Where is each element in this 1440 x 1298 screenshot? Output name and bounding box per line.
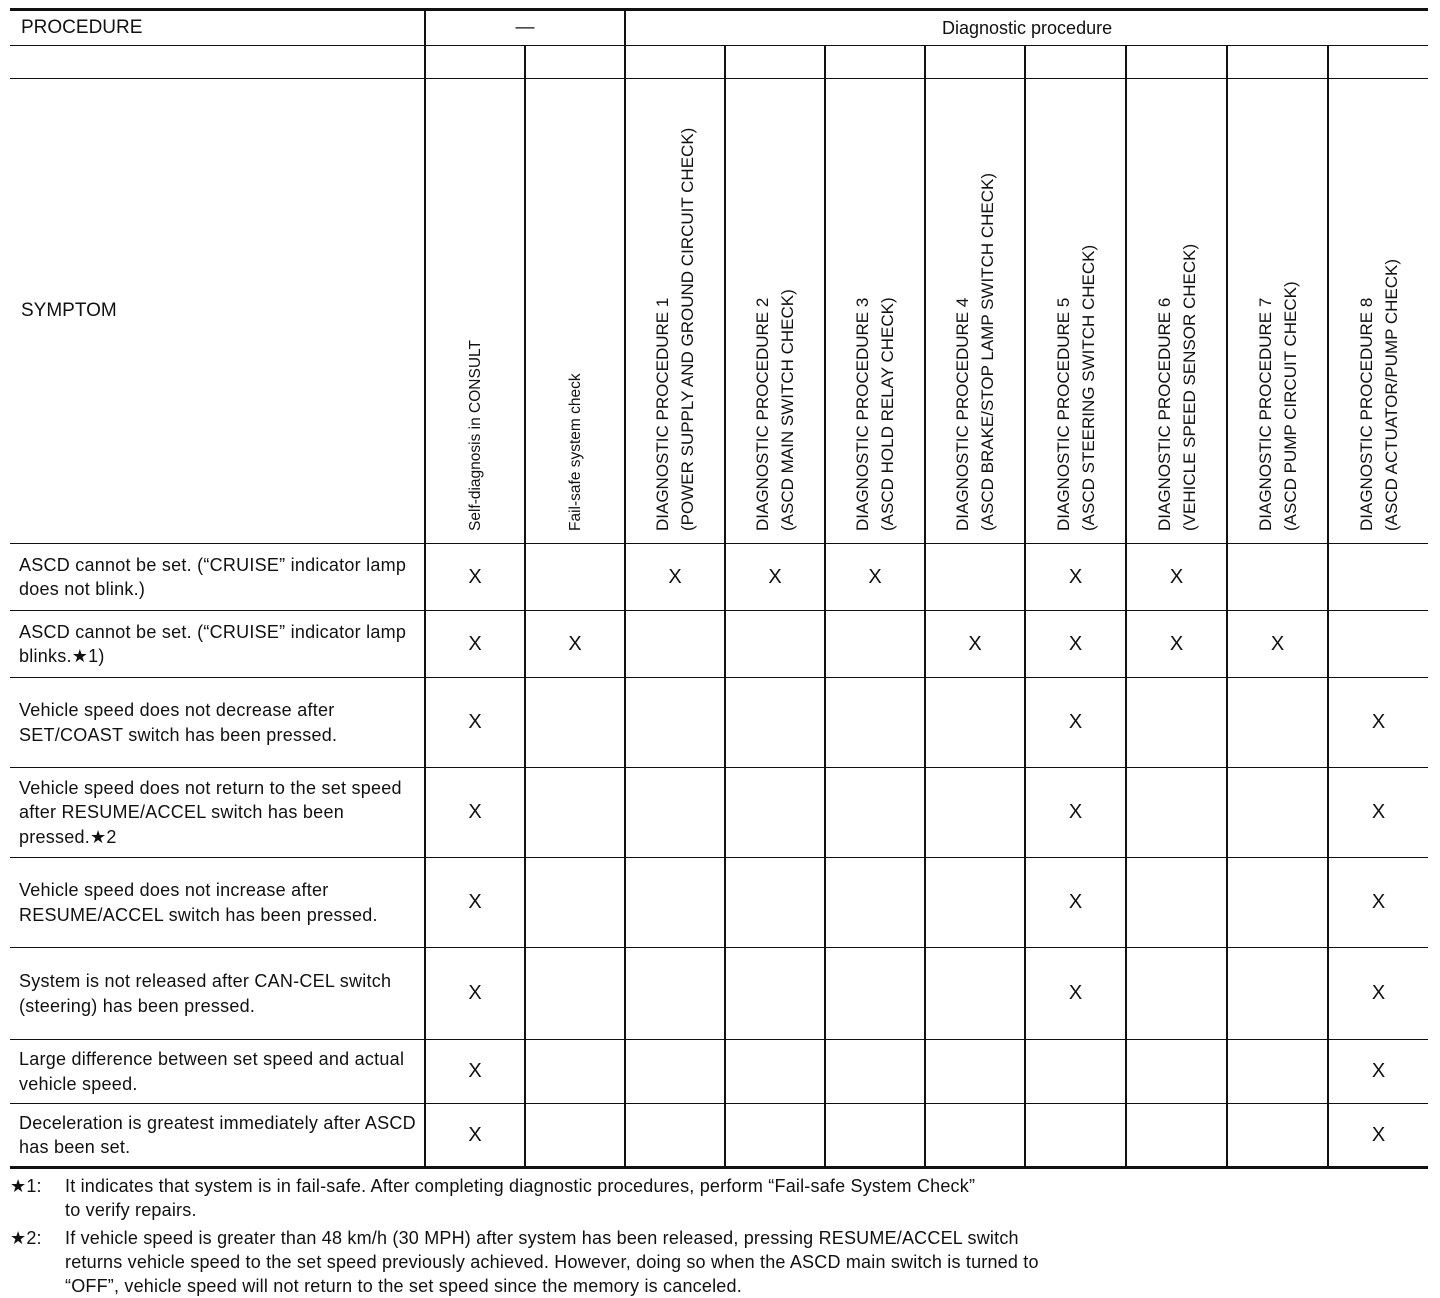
column-header-text <box>1253 281 1303 531</box>
header-spacer-row <box>10 46 1428 79</box>
spacer-cell <box>1126 46 1227 79</box>
mark-cell <box>725 768 825 858</box>
mark-cell <box>925 678 1025 768</box>
column-header-text <box>1152 244 1202 531</box>
column-header-line2: (ASCD ACTUATOR/PUMP CHECK) <box>1381 258 1401 531</box>
mark-cell: X <box>425 678 525 768</box>
table-row <box>10 1104 1428 1167</box>
symptom-cell: Vehicle speed does not return to the set speed after RESUME/ACCEL switch has been pressed.★2 <box>10 768 425 858</box>
mark-cell: X <box>425 544 525 611</box>
column-header-10 <box>1328 79 1428 544</box>
column-header-line2: (POWER SUPPLY AND GROUND CIRCUIT CHECK) <box>678 127 697 531</box>
mark-cell: X <box>425 948 525 1040</box>
spacer-cell <box>625 46 725 79</box>
mark-cell <box>925 1040 1025 1104</box>
mark-cell: X <box>1126 544 1227 611</box>
spacer-cell <box>425 46 525 79</box>
column-header-line2: (VEHICLE SPEED SENSOR CHECK) <box>1179 243 1199 531</box>
column-header-2 <box>525 79 625 544</box>
column-header-6 <box>925 79 1025 544</box>
table-row <box>10 611 1428 678</box>
footnote-line: to verify repairs. <box>65 1200 197 1220</box>
mark-cell <box>925 544 1025 611</box>
mark-cell: X <box>1328 858 1428 948</box>
mark-cell: X <box>425 611 525 678</box>
mark-cell <box>1227 858 1328 948</box>
mark-cell <box>625 858 725 948</box>
mark-cell: X <box>1328 1104 1428 1167</box>
column-header-3 <box>625 79 725 544</box>
footnote-marker: ★2: <box>10 1228 42 1248</box>
column-header-8 <box>1126 79 1227 544</box>
column-header-text <box>1051 245 1101 531</box>
spacer-cell <box>1328 46 1428 79</box>
column-header-line2: (ASCD PUMP CIRCUIT CHECK) <box>1280 281 1300 531</box>
column-header-line2: (ASCD BRAKE/STOP LAMP SWITCH CHECK) <box>978 172 997 531</box>
mark-cell: X <box>1328 678 1428 768</box>
mark-cell <box>825 611 925 678</box>
column-header-line2: (ASCD STEERING SWITCH CHECK) <box>1078 244 1098 531</box>
mark-cell <box>925 768 1025 858</box>
mark-cell <box>1227 678 1328 768</box>
column-header-line1: Fail-safe system check <box>566 373 584 531</box>
mark-cell <box>525 768 625 858</box>
mark-cell <box>625 948 725 1040</box>
diagnostic-procedure-header: Diagnostic procedure <box>625 10 1428 46</box>
mark-cell <box>825 678 925 768</box>
column-header-row <box>10 79 1428 544</box>
mark-cell <box>1126 768 1227 858</box>
mark-cell: X <box>1328 768 1428 858</box>
mark-cell: X <box>925 611 1025 678</box>
mark-cell <box>925 1104 1025 1167</box>
table-bottom-rule <box>10 1166 1428 1169</box>
column-header-text <box>463 340 488 531</box>
column-header-text <box>563 373 588 531</box>
table-row <box>10 544 1428 611</box>
mark-cell <box>725 611 825 678</box>
mark-cell <box>925 858 1025 948</box>
symptom-cell: ASCD cannot be set. (“CRUISE” indicator lamp does not blink.) <box>10 544 425 611</box>
mark-cell <box>1227 544 1328 611</box>
mark-cell <box>525 858 625 948</box>
mark-cell <box>625 678 725 768</box>
mark-cell: X <box>1025 678 1126 768</box>
mark-cell: X <box>1025 858 1126 948</box>
spacer-cell <box>925 46 1025 79</box>
mark-cell: X <box>425 1104 525 1167</box>
mark-cell: X <box>825 544 925 611</box>
column-header-line1: DIAGNOSTIC PROCEDURE 8 <box>1356 297 1376 531</box>
mark-cell <box>725 1040 825 1104</box>
mark-cell <box>725 678 825 768</box>
mark-cell <box>625 768 725 858</box>
mark-cell <box>1126 1040 1227 1104</box>
spacer-cell <box>1227 46 1328 79</box>
spacer-cell <box>525 46 625 79</box>
symptom-cell: Vehicle speed does not increase after RESUME/ACCEL switch has been pressed. <box>10 858 425 948</box>
mark-cell <box>1025 1040 1126 1104</box>
table-row <box>10 768 1428 858</box>
spacer-cell <box>10 46 425 79</box>
mark-cell <box>1126 678 1227 768</box>
mark-cell <box>825 768 925 858</box>
spacer-cell <box>725 46 825 79</box>
mark-cell <box>1328 611 1428 678</box>
mark-cell <box>825 858 925 948</box>
mark-cell: X <box>1025 544 1126 611</box>
mark-cell <box>1227 948 1328 1040</box>
symptom-cell: ASCD cannot be set. (“CRUISE” indicator lamp blinks.★1) <box>10 611 425 678</box>
mark-cell: X <box>1025 611 1126 678</box>
mark-cell <box>825 1040 925 1104</box>
mark-cell: X <box>525 611 625 678</box>
column-header-line2: (ASCD MAIN SWITCH CHECK) <box>778 289 797 531</box>
mark-cell: X <box>1227 611 1328 678</box>
column-header-text <box>850 297 900 531</box>
column-header-line1: DIAGNOSTIC PROCEDURE 1 <box>653 297 672 531</box>
mark-cell <box>825 1104 925 1167</box>
table-row <box>10 948 1428 1040</box>
column-header-line1: DIAGNOSTIC PROCEDURE 4 <box>953 297 972 531</box>
footnote-line: “OFF”, vehicle speed will not return to the set speed since the memory is canceled. <box>65 1276 742 1296</box>
mark-cell: X <box>625 544 725 611</box>
symptom-cell: Deceleration is greatest immediately after ASCD has been set. <box>10 1104 425 1167</box>
mark-cell <box>1126 1104 1227 1167</box>
symptom-procedure-table <box>10 8 1428 1166</box>
column-header-line1: DIAGNOSTIC PROCEDURE 5 <box>1053 297 1073 531</box>
footnote-line: returns vehicle speed to the set speed previously achieved. However, doing so when the ASCD main switch is turned to <box>65 1252 1039 1272</box>
mark-cell: X <box>1126 611 1227 678</box>
mark-cell <box>1126 948 1227 1040</box>
mark-cell <box>525 1040 625 1104</box>
mark-cell <box>625 1040 725 1104</box>
mark-cell <box>525 544 625 611</box>
mark-cell <box>725 858 825 948</box>
column-header-line1: DIAGNOSTIC PROCEDURE 6 <box>1154 297 1174 531</box>
procedure-header: PROCEDURE <box>10 10 425 46</box>
mark-cell <box>1227 1104 1328 1167</box>
mark-cell <box>625 1104 725 1167</box>
mark-cell: X <box>1025 768 1126 858</box>
mark-cell <box>725 1104 825 1167</box>
column-header-line1: DIAGNOSTIC PROCEDURE 7 <box>1255 297 1275 531</box>
mark-cell <box>525 1104 625 1167</box>
column-header-1 <box>425 79 525 544</box>
table-row <box>10 858 1428 948</box>
column-header-text <box>950 173 1000 531</box>
mark-cell <box>725 948 825 1040</box>
mark-cell: X <box>1328 1040 1428 1104</box>
column-header-line1: DIAGNOSTIC PROCEDURE 2 <box>753 297 772 531</box>
column-header-5 <box>825 79 925 544</box>
mark-cell <box>525 948 625 1040</box>
symptom-cell: Large difference between set speed and actual vehicle speed. <box>10 1040 425 1104</box>
mark-cell: X <box>725 544 825 611</box>
column-header-text <box>750 289 800 531</box>
column-header-7 <box>1025 79 1126 544</box>
mark-cell: X <box>1025 948 1126 1040</box>
mark-cell: X <box>1328 948 1428 1040</box>
footnote-marker: ★1: <box>10 1176 42 1196</box>
mark-cell <box>525 678 625 768</box>
footnote-line: It indicates that system is in fail-safe. After completing diagnostic procedures, perform “Fail-safe System Check” <box>65 1176 976 1196</box>
mark-cell <box>1025 1104 1126 1167</box>
mark-cell <box>825 948 925 1040</box>
column-header-text <box>650 128 700 531</box>
symptom-header: SYMPTOM <box>10 79 425 544</box>
symptom-cell: System is not released after CAN-CEL switch (steering) has been pressed. <box>10 948 425 1040</box>
column-header-line2: (ASCD HOLD RELAY CHECK) <box>878 297 897 531</box>
mark-cell <box>1126 858 1227 948</box>
mark-cell <box>1227 1040 1328 1104</box>
spacer-cell <box>1025 46 1126 79</box>
table-row <box>10 1040 1428 1104</box>
table-row <box>10 678 1428 768</box>
column-header-9 <box>1227 79 1328 544</box>
mark-cell: X <box>425 858 525 948</box>
spacer-cell <box>825 46 925 79</box>
column-header-line1: DIAGNOSTIC PROCEDURE 3 <box>853 297 872 531</box>
mark-cell <box>1328 544 1428 611</box>
column-header-4 <box>725 79 825 544</box>
mark-cell: X <box>425 768 525 858</box>
mark-cell <box>925 948 1025 1040</box>
column-header-text <box>1354 259 1404 531</box>
footnote-line: If vehicle speed is greater than 48 km/h (30 MPH) after system has been released, pressing RESUME/ACCEL switch <box>65 1228 1019 1248</box>
mark-cell <box>625 611 725 678</box>
mark-cell: X <box>425 1040 525 1104</box>
column-header-line1: Self-diagnosis in CONSULT <box>466 340 484 531</box>
symptom-cell: Vehicle speed does not decrease after SET/COAST switch has been pressed. <box>10 678 425 768</box>
mark-cell <box>1227 768 1328 858</box>
dash-header: — <box>425 10 625 46</box>
